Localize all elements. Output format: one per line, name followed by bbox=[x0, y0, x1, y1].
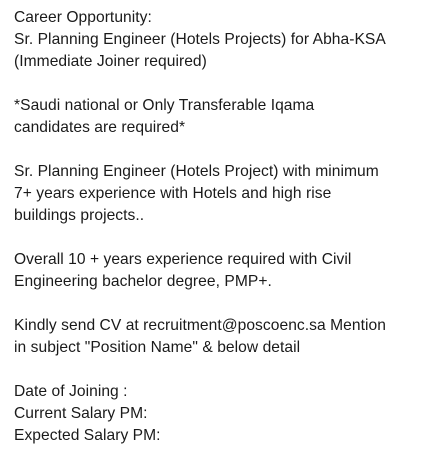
role-summary-paragraph bbox=[14, 161, 419, 227]
apply-instructions-paragraph bbox=[14, 315, 419, 359]
qualification-line: Overall 10 + years experience required with Civil bbox=[14, 251, 352, 268]
role-summary-line: Sr. Planning Engineer (Hotels Project) with minimum bbox=[14, 163, 379, 180]
expected-salary-label: Expected Salary PM: bbox=[14, 427, 161, 444]
eligibility-line: candidates are required* bbox=[14, 119, 186, 136]
current-salary-label: Current Salary PM: bbox=[14, 405, 148, 422]
apply-instructions-line: Kindly send CV at recruitment@poscoenc.sa Mention bbox=[14, 317, 386, 334]
eligibility-line: *Saudi national or Only Transferable Iqama bbox=[14, 97, 315, 114]
eligibility-paragraph bbox=[14, 95, 419, 139]
position-title: Sr. Planning Engineer (Hotels Projects) for Abha-KSA bbox=[14, 31, 386, 48]
date-of-joining-label: Date of Joining : bbox=[14, 383, 128, 400]
qualification-line: Engineering bachelor degree, PMP+. bbox=[14, 273, 272, 290]
job-post-message bbox=[14, 7, 419, 447]
qualification-paragraph bbox=[14, 249, 419, 293]
role-summary-line: 7+ years experience with Hotels and high rise bbox=[14, 185, 332, 202]
apply-instructions-line: in subject "Position Name" & below detail bbox=[14, 339, 301, 356]
joining-note: (Immediate Joiner required) bbox=[14, 53, 207, 70]
candidate-details-paragraph bbox=[14, 381, 419, 447]
job-title-paragraph bbox=[14, 7, 419, 73]
role-summary-line: buildings projects.. bbox=[14, 207, 145, 224]
career-opportunity-heading: Career Opportunity: bbox=[14, 9, 152, 26]
